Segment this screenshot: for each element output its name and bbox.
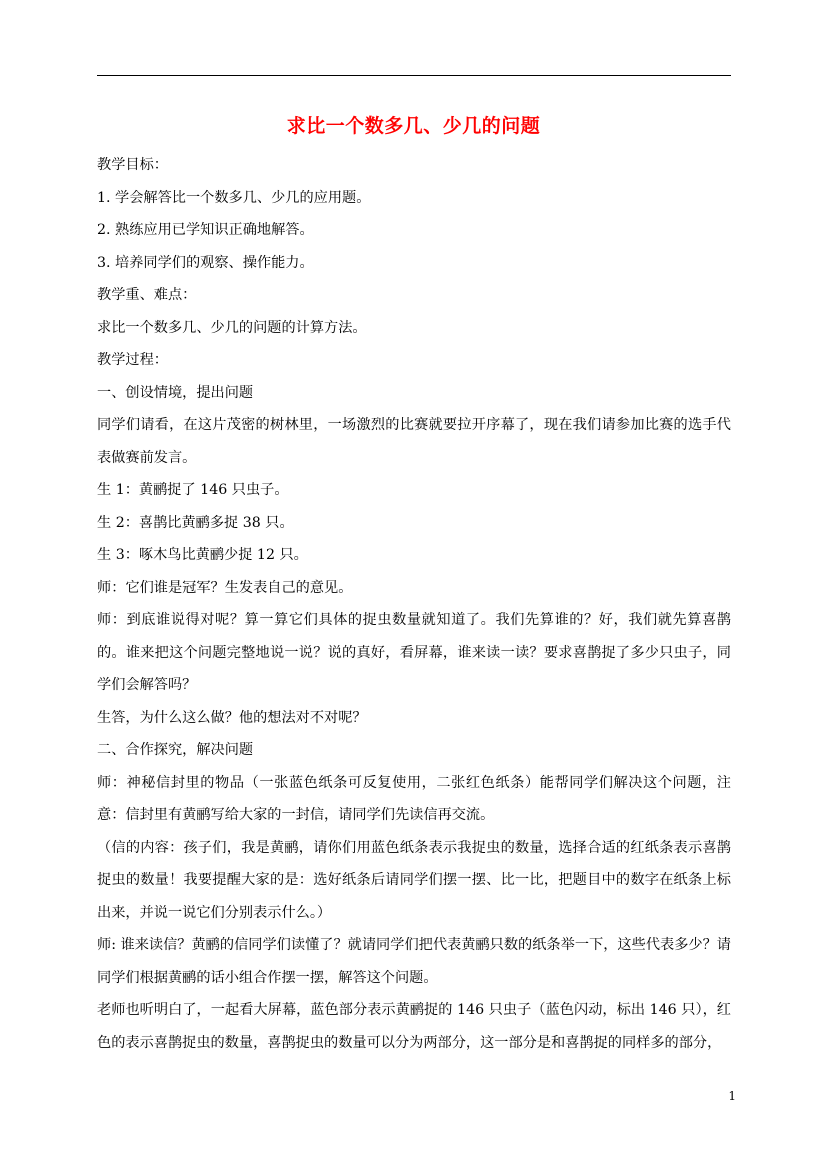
teacher-line-5: 老师也听明白了，一起看大屏幕，蓝色部分表示黄鹂捉的 146 只虫子（蓝色闪动，标出 146 只），红色的表示喜鹊捉虫的数量，喜鹊捉虫的数量可以分为两部分，这一部分是和喜鹊捉的同样多的部分， bbox=[97, 1002, 731, 1051]
step-heading-1: 一、创设情境，提出问题 bbox=[97, 384, 254, 401]
teacher-line-4: 师: 谁来读信？黄鹂的信同学们读懂了？就请同学们把代表黄鹂只数的纸条举一下，这些代表多少？请同学们根据黄鹂的话小组合作摆一摆，解答这个问题。 bbox=[97, 937, 731, 986]
document-title: 求比一个数多几、少几的问题 bbox=[286, 115, 541, 137]
student-line-2: 生 2：喜鹊比黄鹂多捉 38 只。 bbox=[97, 514, 294, 531]
paragraph-intro: 同学们请看，在这片茂密的树林里，一场激烈的比赛就要拉开序幕了，现在我们请参加比赛的选手代表做赛前发言。 bbox=[97, 417, 731, 466]
key-points-text: 求比一个数多几、少几的问题的计算方法。 bbox=[97, 319, 367, 336]
student-answer-line: 生答，为什么这么做？他的想法对不对呢？ bbox=[97, 709, 367, 726]
objective-item-2: 2. 熟练应用已学知识正确地解答。 bbox=[97, 222, 314, 238]
teacher-line-3: 师：神秘信封里的物品（一张蓝色纸条可反复使用，二张红色纸条）能帮同学们解决这个问题，注意：信封里有黄鹂写给大家的一封信，请同学们先读信再交流。 bbox=[97, 774, 731, 823]
letter-content: （信的内容：孩子们，我是黄鹂，请你们用蓝色纸条表示我捉虫的数量，选择合适的红纸条表示喜鹊捉虫的数量！我要提醒大家的是：选好纸条后请同学们摆一摆、比一比，把题目中的数字在纸条上标出来，并说一说它们分别表示什么。） bbox=[97, 839, 731, 921]
header-rule bbox=[97, 75, 731, 76]
section-heading-process: 教学过程： bbox=[97, 352, 168, 368]
document-body bbox=[97, 149, 731, 1059]
student-line-1: 生 1：黄鹂捉了 146 只虫子。 bbox=[97, 482, 289, 498]
section-heading-objectives: 教学目标： bbox=[97, 157, 168, 173]
step-heading-2: 二、合作探究，解决问题 bbox=[97, 742, 254, 758]
section-heading-key-points: 教学重、难点： bbox=[97, 287, 197, 303]
teacher-line-2: 师：到底谁说得对呢？算一算它们具体的捉虫数量就知道了。我们先算谁的？好，我们就先算喜鹊的。谁来把这个问题完整地说一说？说的真好，看屏幕，谁来读一读？要求喜鹊捉了多少只虫子，同学们会解答吗？ bbox=[97, 612, 731, 693]
objective-item-1: 1. 学会解答比一个数多几、少几的应用题。 bbox=[97, 189, 371, 206]
teacher-line-1: 师：它们谁是冠军？生发表自己的意见。 bbox=[97, 579, 353, 596]
objective-item-3: 3. 培养同学们的观察、操作能力。 bbox=[97, 254, 314, 271]
student-line-3: 生 3：啄木鸟比黄鹂少捉 12 只。 bbox=[97, 547, 308, 563]
page-number: 1 bbox=[728, 1089, 736, 1103]
